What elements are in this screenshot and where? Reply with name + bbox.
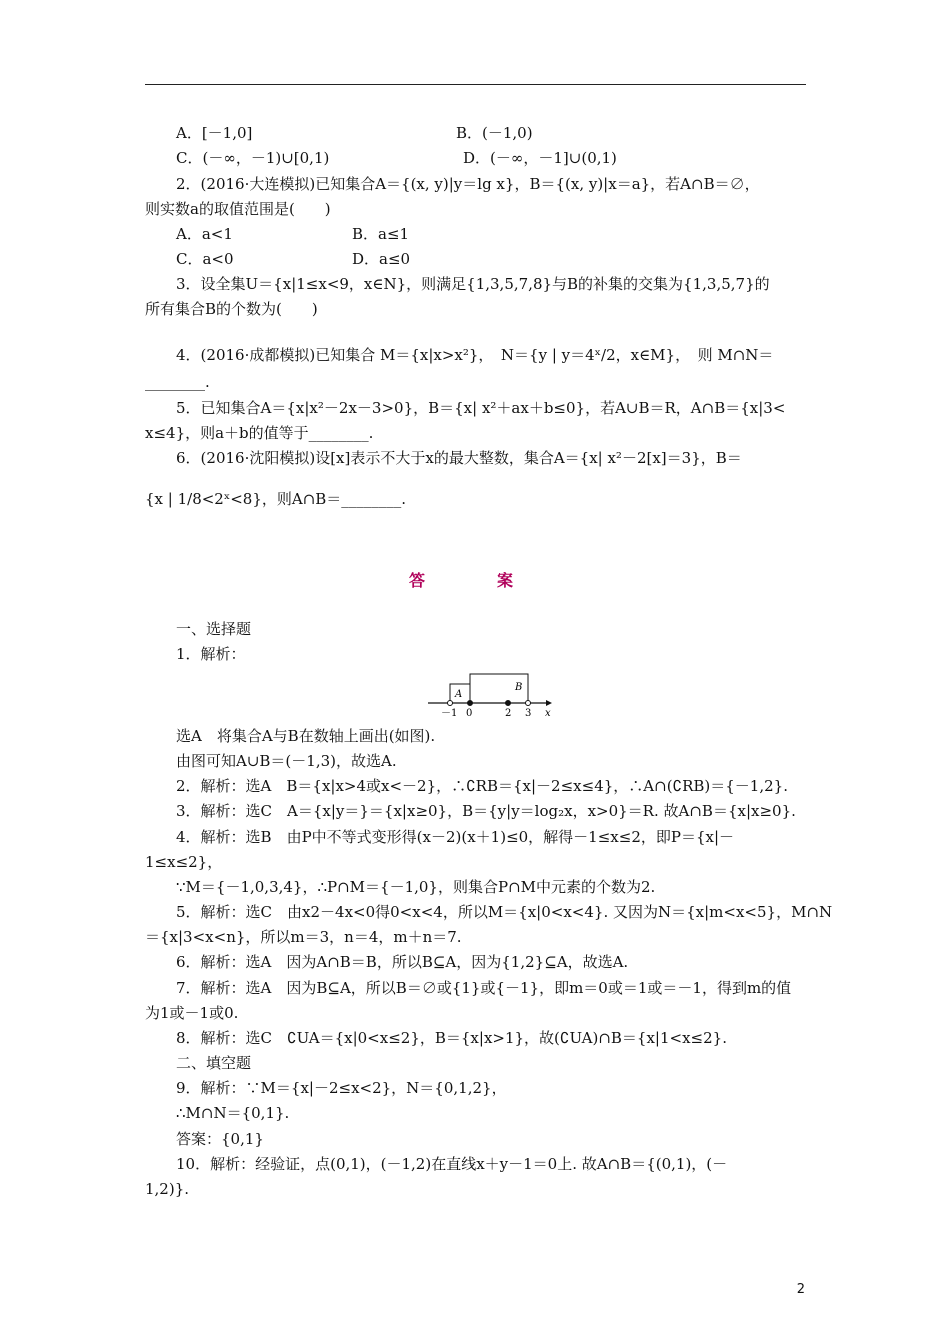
q4-line1: 4．(2016·成都模拟)已知集合 M＝{x|x>x²}， N＝{y | y＝4ˣ/2，x∈M}， 则 M∩N＝ [176, 346, 774, 364]
point-0 [468, 701, 473, 706]
a8-line: 8．解析：选C ∁UA＝{x|0<x≤2}，B＝{x|x>1}，故(∁UA)∩B＝{x|1<x≤2}. [176, 1029, 727, 1047]
number-line-figure [428, 670, 558, 720]
a1-line1: 1．解析： [176, 645, 246, 663]
a4-line3: ∵M＝{－1,0,3,4}，∴P∩M＝{－1,0}，则集合P∩M中元素的个数为2. [176, 878, 656, 896]
a2-line: 2．解析：选A B＝{x|x>4或x<－2}，∴∁RB＝{x|－2≤x≤4}，∴A∩(∁RB)＝{－1,2}. [176, 777, 788, 795]
section-choice-title: 一、选择题 [176, 620, 252, 638]
tick-neg1: －1 [441, 708, 458, 719]
q1-option-b: B．(－1,0) [456, 124, 533, 142]
a9-line1: 9．解析：∵M＝{x|－2≤x<2}，N＝{0,1,2}， [176, 1079, 507, 1097]
q2-line1: 2．(2016·大连模拟)已知集合A＝{(x, y)|y＝lg x}，B＝{(x, y)|x＝a}，若A∩B＝∅， [176, 175, 760, 193]
q2-option-b: B．a≤1 [352, 225, 410, 243]
q1-option-d: D．(－∞，－1]∪(0,1) [463, 149, 617, 167]
tick-0: 0 [466, 708, 473, 719]
axis-x-label: x [545, 708, 551, 719]
label-b: B [515, 682, 523, 693]
a4-line1: 4．解析：选B 由P中不等式变形得(x－2)(x＋1)≤0，解得－1≤x≤2，即P＝{x|－ [176, 828, 735, 846]
answers-title: 答 案 [408, 571, 541, 590]
a10-line2: 1,2)}. [145, 1180, 190, 1198]
q5-line1: 5．已知集合A＝{x|x²－2x－3>0}，B＝{x| x²＋ax＋b≤0}，若A∪B＝R，A∩B＝{x|3< [176, 399, 786, 417]
point-2 [506, 701, 511, 706]
page-number: 2 [796, 1282, 805, 1297]
q2-option-d: D．a≤0 [352, 250, 411, 268]
a1-line3: 由图可知A∪B＝(－1,3)，故选A. [176, 752, 397, 770]
q3-line2: 所有集合B的个数为( ) [145, 300, 318, 318]
point-3 [526, 701, 531, 706]
a3-line: 3．解析：选C A＝{x|y＝}＝{x|x≥0}，B＝{y|y＝log₂x，x>0}＝R. 故A∩B＝{x|x≥0}. [176, 802, 796, 820]
a9-line2: ∴M∩N＝{0,1}. [176, 1104, 290, 1122]
tick-3: 3 [525, 708, 532, 719]
q2-option-a: A．a<1 [176, 225, 233, 243]
a6-line: 6．解析：选A 因为A∩B＝B，所以B⊆A，因为{1,2}⊆A，故选A. [176, 953, 629, 971]
header-rule [145, 84, 806, 85]
section-fill-title: 二、填空题 [176, 1054, 252, 1072]
tick-2: 2 [505, 708, 512, 719]
a4-line2: 1≤x≤2}， [145, 853, 223, 871]
q1-option-c: C．(－∞，－1)∪[0,1) [176, 149, 330, 167]
q3-line1: 3．设全集U＝{x|1≤x<9，x∈N}，则满足{1,3,5,7,8}与B的补集的交集为{1,3,5,7}的 [176, 275, 770, 293]
a5-line2: ＝{x|3<x<n}，所以m＝3，n＝4，m＋n＝7. [145, 928, 462, 946]
q5-line2: x≤4}，则a＋b的值等于________. [145, 424, 374, 442]
a1-line2: 选A 将集合A与B在数轴上画出(如图). [176, 727, 436, 745]
q2-option-c: C．a<0 [176, 250, 234, 268]
point-neg1 [448, 701, 453, 706]
q4-line2: ________. [145, 373, 210, 391]
label-a: A [455, 689, 463, 700]
a10-line1: 10．解析：经验证，点(0,1)，(－1,2)在直线x＋y－1＝0上. 故A∩B＝{(0,1)，(－ [176, 1155, 728, 1173]
q6-line1: 6．(2016·沈阳模拟)设[x]表示不大于x的最大整数，集合A＝{x| x²－2[x]＝3}，B＝ [176, 449, 742, 467]
a9-line3: 答案：{0,1} [176, 1130, 264, 1148]
axis-arrow-icon [546, 700, 552, 706]
a7-line2: 为1或－1或0. [145, 1004, 239, 1022]
q2-line2: 则实数a的取值范围是( ) [145, 200, 331, 218]
a5-line1: 5．解析：选C 由x2－4x<0得0<x<4，所以M＝{x|0<x<4}. 又因为N＝{x|m<x<5}，M∩N [176, 903, 833, 921]
q1-option-a: A．[－1,0] [176, 124, 253, 142]
a7-line1: 7．解析：选A 因为B⊆A，所以B＝∅或{1}或{－1}，即m＝0或＝1或＝－1，得到m的值 [176, 979, 792, 997]
q6-line2: {x | 1/8<2ˣ<8}，则A∩B＝________. [145, 490, 407, 508]
